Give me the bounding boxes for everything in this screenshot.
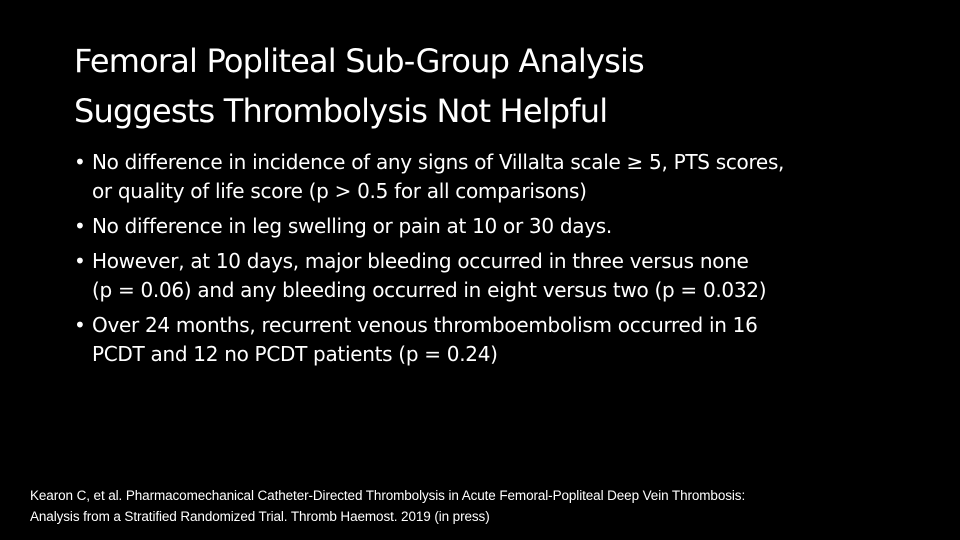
bullet-4-line-1: Over 24 months, recurrent venous thromboembolism occurred in 16 [92,313,758,337]
bullet-item-3 [74,247,934,305]
bullet-3-line-2: (p = 0.06) and any bleeding occurred in eight versus two (p = 0.032) [92,278,767,302]
bullet-1-line-1: No difference in incidence of any signs of Villalta scale ≥ 5, PTS scores, [92,150,785,174]
citation-line-1: Kearon C, et al. Pharmacomechanical Catheter-Directed Thrombolysis in Acute Femoral-Popliteal Deep Vein Thrombosis: [30,488,746,503]
bullet-2-line-1: No difference in leg swelling or pain at 10 or 30 days. [92,214,612,238]
bullet-item-4 [74,311,934,369]
bullet-1-line-2: or quality of life score (p > 0.5 for all comparisons) [92,179,587,203]
slide-title-line-2: Suggests Thrombolysis Not Helpful [74,92,608,130]
bullet-item-2 [74,212,934,241]
bullet-list [74,148,934,375]
bullet-marker: • [74,150,86,174]
slide-title [74,36,894,136]
bullet-3-line-1: However, at 10 days, major bleeding occurred in three versus none [92,249,749,273]
citation-line-2: Analysis from a Stratified Randomized Trial. Thromb Haemost. 2019 (in press) [30,509,490,524]
bullet-marker: • [74,313,86,337]
bullet-marker: • [74,249,86,273]
bullet-marker: • [74,214,86,238]
bullet-4-line-2: PCDT and 12 no PCDT patients (p = 0.24) [92,342,498,366]
slide-title-line-1: Femoral Popliteal Sub-Group Analysis [74,42,644,80]
bullet-item-1 [74,148,934,206]
citation [30,485,950,527]
